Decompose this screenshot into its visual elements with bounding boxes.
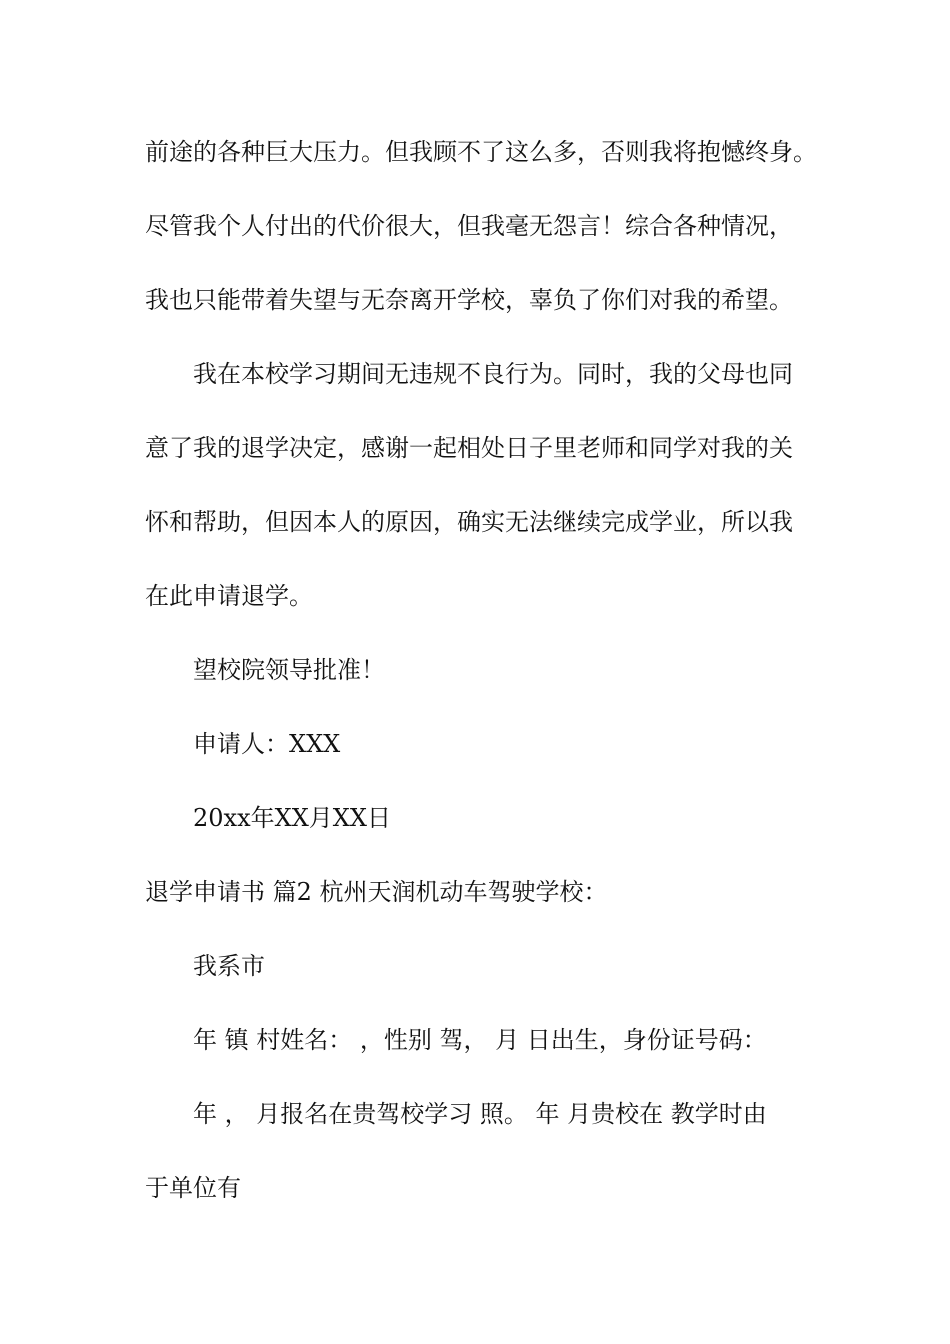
text-line: 意了我的退学决定，感谢一起相处日子里老师和同学对我的关 [145, 434, 793, 462]
text-line: 尽管我个人付出的代价很大，但我毫无怨言！综合各种情况， [145, 212, 793, 240]
text-line: 我也只能带着失望与无奈离开学校，辜负了你们对我的希望。 [145, 286, 793, 314]
text-line: 前途的各种巨大压力。但我顾不了这么多，否则我将抱憾终身。 [145, 138, 817, 166]
text-line: 年 镇 村姓名： ，性别 驾， 月 日出生，身份证号码： [193, 1026, 767, 1054]
paragraph-start-line: 我在本校学习期间无违规不良行为。同时，我的父母也同 [193, 360, 793, 388]
date-line: 20xx年XX月XX日 [193, 804, 391, 832]
text-line: 年 ， 月报名在贵驾校学习 照。 年 月贵校在 教学时由 [193, 1100, 767, 1128]
text-line: 在此申请退学。 [145, 582, 313, 610]
section-heading: 退学申请书 篇2 杭州天润机动车驾驶学校： [145, 878, 608, 906]
text-line: 于单位有 [145, 1174, 241, 1202]
paragraph-start-line: 我系市 [193, 952, 265, 980]
request-line: 望校院领导批准！ [193, 656, 385, 684]
text-line: 怀和帮助，但因本人的原因，确实无法继续完成学业，所以我 [145, 508, 793, 536]
applicant-line: 申请人：XXX [193, 730, 341, 758]
